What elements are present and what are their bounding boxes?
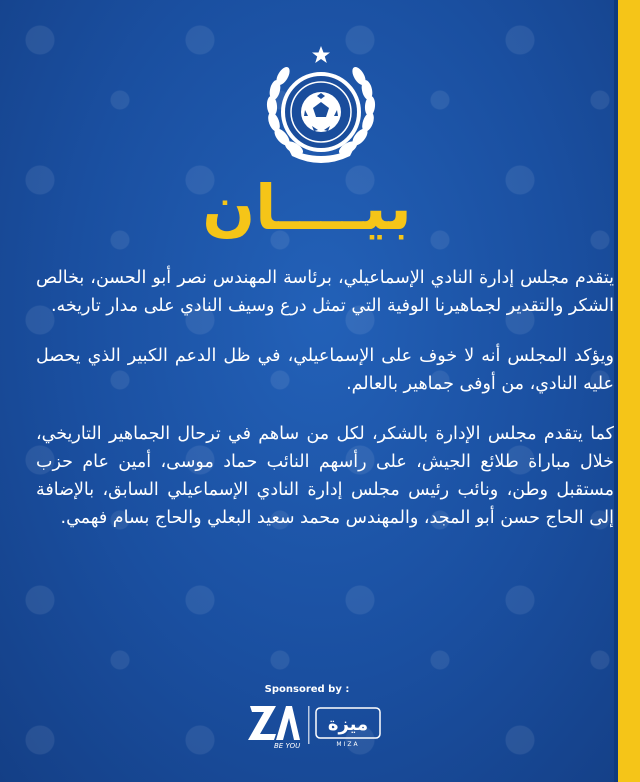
club-emblem-icon <box>258 44 384 170</box>
svg-text:MIZA: MIZA <box>336 741 360 748</box>
miza-logo-icon <box>316 708 380 748</box>
statement-title: بيــــان <box>202 171 412 244</box>
statement-paragraph: كما يتقدم مجلس الإدارة بالشكر، لكل من ساهم في ترحال الجماهير التاريخي، خلال مباراة طلائع الجيش، على رأسهم النائب حماد موسى، أمين عام حزب مستقبل وطن، ونائب رئيس مجلس إدارة النادي الإسماعيلي السابق، بالإضافة إلى الحاج حسن أبو المجد، والمهندس محمد سعيد البعلي والحاج بسام فهمي. <box>36 424 614 528</box>
svg-text:BE YOU: BE YOU <box>274 742 301 750</box>
sponsor-label: Sponsored by : <box>264 684 350 695</box>
statement-body <box>36 264 614 554</box>
sponsor-logos-icon <box>246 700 386 750</box>
club-emblem <box>258 44 384 170</box>
statement-paragraph: يتقدم مجلس إدارة النادي الإسماعيلي، برئاسة المهندس نصر أبو الحسن، بخالص الشكر والتقدير لجماهيرنا الوفية التي تمثل درع وسيف النادي على مدار تاريخه. <box>36 268 614 316</box>
side-stripe <box>618 0 640 782</box>
za-logo-icon <box>248 706 300 750</box>
sponsor-logos <box>246 700 386 750</box>
svg-text:ميزة: ميزة <box>327 714 369 735</box>
statement-paragraph: ويؤكد المجلس أنه لا خوف على الإسماعيلي، في ظل الدعم الكبير الذي يحصل عليه النادي، من أوفى جماهير بالعالم. <box>36 346 614 394</box>
